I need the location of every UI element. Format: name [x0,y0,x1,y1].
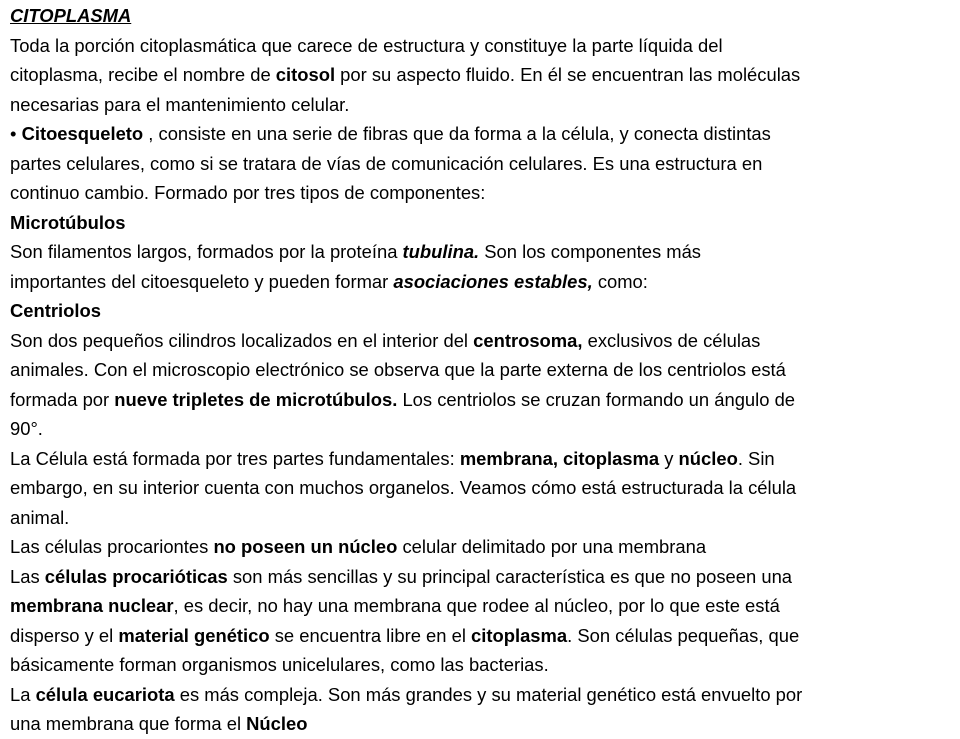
text-run: celular delimitado por una membrana [397,536,707,557]
paragraph-line [10,326,955,356]
text-run: citoplasma, recibe el nombre de [10,64,276,85]
term-citoesqueleto: Citoesqueleto [21,123,144,144]
term-material-genetico: material genético [118,624,270,646]
text-run: importantes del citoesqueleto y pueden formar [10,270,394,292]
paragraph-line: partes celulares, como si se tratara de vías de comunicación celulares. Es una estructura en [10,152,763,174]
paragraph-line [10,709,955,739]
paragraph-line: embargo, en su interior cuenta con muchos organelos. Veamos cómo está estructurada la célula [10,477,797,498]
paragraph-line [10,237,955,267]
paragraph-line [10,60,955,90]
text-run: , es decir, no hay una membrana que rodee al núcleo, por lo que este está [173,595,780,616]
term-tripletes: nueve tripletes de microtúbulos. [114,388,398,410]
paragraph-line [10,621,955,651]
text-run: . Sin [737,447,775,469]
text-run: exclusivos de células [582,329,761,351]
text-run: son más sencillas y su principal característica es que no poseen una [227,565,793,587]
paragraph-line: animal. [10,506,70,528]
page-title: CITOPLASMA [10,5,132,26]
paragraph-line: necesarias para el mantenimiento celular. [10,93,350,115]
text-run: . Son células pequeñas, que [567,624,800,646]
term-membrana-citoplasma: membrana, citoplasma [459,447,660,469]
text-run: disperso y el [10,624,119,646]
term-procarioticas: células procarióticas [44,565,228,587]
term-no-nucleo: no poseen un núcleo [213,536,398,557]
term-asociaciones: asociaciones estables, [393,270,593,292]
paragraph-line [10,680,955,710]
text-run: Las [10,565,45,587]
text-run: Las células procariontes [10,536,214,557]
paragraph-line [10,532,955,562]
text-run: Son filamentos largos, formados por la proteína [10,241,403,262]
paragraph-line: básicamente forman organismos unicelulares, como las bacterias. [10,654,549,675]
text-run: Son dos pequeños cilindros localizados en el interior del [10,329,474,351]
text-run: Son los componentes más [479,241,701,262]
text-run: , consiste en una serie de fibras que da forma a la célula, y conecta distintas [143,123,771,144]
text-run: y [659,447,679,469]
paragraph-line [10,267,955,297]
text-run: una membrana que forma el [10,713,247,734]
bullet-line [10,119,955,149]
term-centrosoma: centrosoma, [473,329,583,351]
text-run: por su aspecto fluido. En él se encuentran las moléculas [335,64,801,85]
text-run: se encuentra libre en el [269,624,472,646]
paragraph-line [10,591,955,621]
heading-centriolos: Centriolos [10,300,101,321]
paragraph-line: 90°. [10,418,43,439]
text-run: La Célula está formada por tres partes fundamentales: [10,447,460,469]
bullet-icon: • [10,123,22,144]
term-celula-eucariota: célula eucariota [35,683,175,705]
text-run: es más compleja. Son más grandes y su material genético está envuelto por [174,683,803,705]
paragraph-line [10,562,955,592]
paragraph-line: Toda la porción citoplasmática que carece de estructura y constituye la parte líquida del [10,34,723,56]
paragraph-line: animales. Con el microscopio electrónico se observa que la parte externa de los centriolos está [10,359,786,380]
term-citosol: citosol [275,64,336,85]
term-membrana-nuclear: membrana nuclear [10,595,174,616]
document-body [10,1,955,739]
text-run: La [10,683,36,705]
paragraph-line [10,444,955,474]
term-tubulina: tubulina. [402,241,480,262]
text-run: formada por [10,388,115,410]
paragraph-line: continuo cambio. Formado por tres tipos de componentes: [10,182,486,203]
paragraph-line [10,385,955,415]
term-citoplasma: citoplasma [471,624,568,646]
heading-microtubulos: Microtúbulos [10,211,126,233]
text-run: como: [592,270,648,292]
term-nucleo-final: Núcleo [246,713,308,734]
term-nucleo: núcleo [678,447,738,469]
text-run: Los centriolos se cruzan formando un ángulo de [397,388,796,410]
